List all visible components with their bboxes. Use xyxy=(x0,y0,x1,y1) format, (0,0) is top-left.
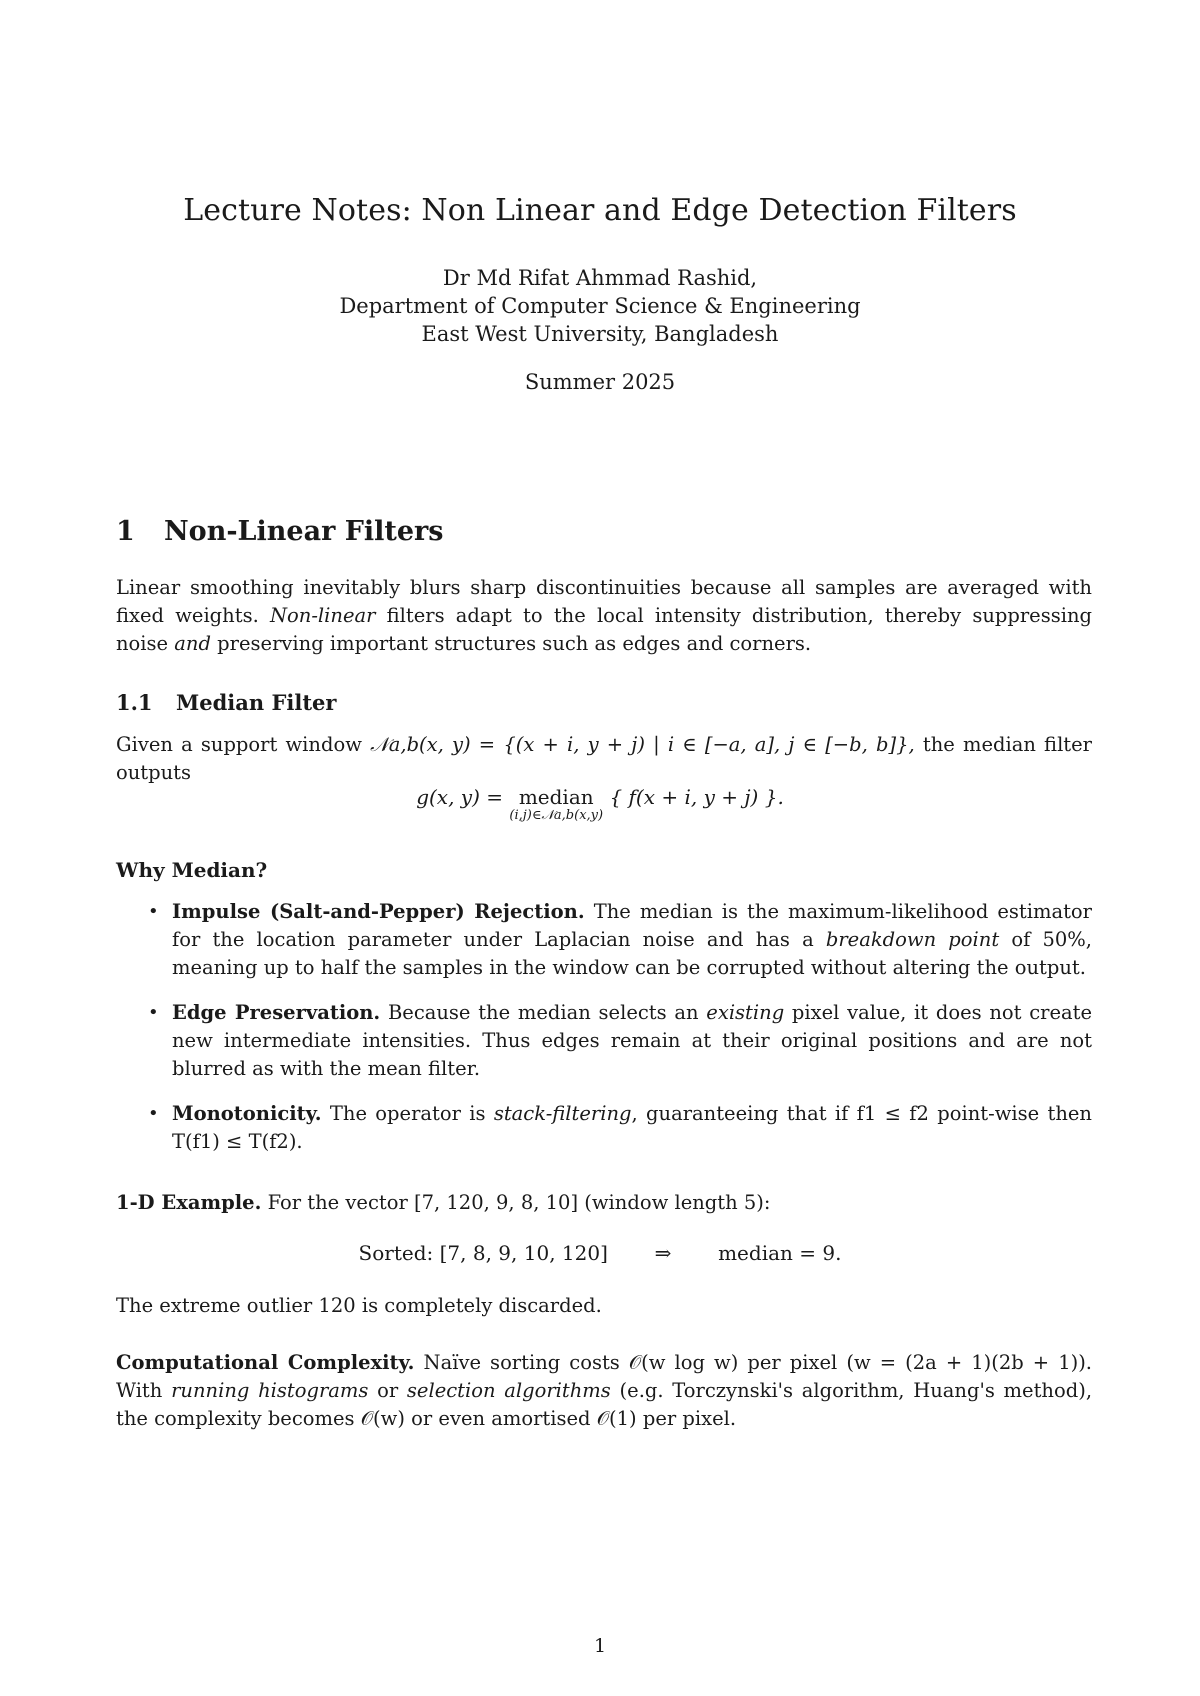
equation-lhs: g(x, y) = xyxy=(416,785,504,809)
equation-subscript: (i,j)∈𝒩a,b(x,y) xyxy=(509,808,604,823)
support-window-definition xyxy=(116,731,1092,787)
subsection-number: 1.1 xyxy=(116,690,153,715)
subsection-heading xyxy=(116,690,336,715)
date: Summer 2025 xyxy=(524,370,676,394)
complexity-text-3: (e.g. Torczynski's algorithm, Huang's method), the complexity becomes 𝒪(w) or even amortised 𝒪(1) per pixel. xyxy=(116,1379,1093,1430)
intro-em-2: and xyxy=(174,632,211,655)
item-label: Monotonicity. xyxy=(172,1102,322,1125)
author-university: East West University, Bangladesh xyxy=(421,322,779,346)
median-equation xyxy=(0,785,1200,823)
bullet-icon: • xyxy=(148,1002,159,1023)
sorted-equation xyxy=(0,1241,1200,1265)
item-text: , guaranteeing that if f1 ≤ f2 point-wise then T(f1) ≤ T(f2). xyxy=(172,1102,1092,1153)
given-math: 𝒩a,b(x, y) = {(x + i, y + j) | i ∈ [−a, a], j ∈ [−b, b]}, xyxy=(370,733,915,756)
item-label: Edge Preservation. xyxy=(172,1001,381,1024)
intro-em-1: Non-linear xyxy=(269,604,376,627)
example-paragraph xyxy=(116,1189,1092,1217)
section-title: Non-Linear Filters xyxy=(164,516,444,547)
given-lead: Given a support window xyxy=(116,733,362,756)
author-name: Dr Md Rifat Ahmmad Rashid, xyxy=(442,266,758,290)
list-item xyxy=(116,1100,1092,1156)
bullet-icon: • xyxy=(148,1103,159,1124)
item-text: The median is the maximum-likelihood estimator for the location parameter under Laplacian noise and has a xyxy=(172,900,1092,951)
author-department: Department of Computer Science & Engineering xyxy=(339,294,861,318)
item-text: of 50%, meaning up to half the samples in the window can be corrupted without altering the output. xyxy=(172,928,1092,979)
item-emphasis: existing xyxy=(706,1001,785,1024)
intro-text-1: Linear smoothing inevitably blurs sharp discontinuities because all samples are averaged with fixed weights. xyxy=(116,576,1092,627)
intro-text-3: preserving important structures such as edges and corners. xyxy=(217,632,812,655)
list-item xyxy=(116,898,1092,982)
median-operator xyxy=(509,785,603,823)
author-block xyxy=(0,264,1200,348)
equation-rhs: { f(x + i, y + j) }. xyxy=(609,785,784,809)
example-note: The extreme outlier 120 is completely discarded. xyxy=(116,1294,602,1317)
section-heading xyxy=(116,516,443,547)
section-number: 1 xyxy=(116,516,135,547)
section-intro xyxy=(116,574,1092,658)
complexity-text-2: or xyxy=(377,1379,399,1402)
subsection-title: Median Filter xyxy=(176,690,337,715)
sorted-label: Sorted: [7, 8, 9, 10, 120] xyxy=(358,1241,608,1265)
item-text: pixel value, it does not create new intermediate intensities. Thus edges remain at their original positions and are not blurred as with the mean filter. xyxy=(172,1001,1092,1080)
page-title: Lecture Notes: Non Linear and Edge Detection Filters xyxy=(183,193,1017,228)
example-text: For the vector [7, 120, 9, 8, 10] (window length 5): xyxy=(267,1191,771,1214)
bullet-icon: • xyxy=(148,901,159,922)
complexity-em-2: selection algorithms xyxy=(406,1379,611,1402)
given-tail: the median filter outputs xyxy=(116,733,1093,784)
item-text: Because the median selects an xyxy=(387,1001,699,1024)
implies-arrow: ⇒ xyxy=(654,1241,672,1265)
why-median-list xyxy=(116,898,1092,1173)
equation-op: median xyxy=(518,785,594,809)
sorted-result: median = 9. xyxy=(718,1241,842,1265)
example-heading: 1-D Example. xyxy=(116,1191,262,1214)
item-emphasis: breakdown point xyxy=(825,928,1000,951)
complexity-heading: Computational Complexity. xyxy=(116,1351,415,1374)
page-number: 1 xyxy=(593,1635,607,1657)
complexity-text-1: Naïve sorting costs 𝒪(w log w) per pixel (w = (2a + 1)(2b + 1)). With xyxy=(116,1351,1093,1402)
complexity-em-1: running histograms xyxy=(171,1379,369,1402)
why-median-heading: Why Median? xyxy=(116,858,268,882)
item-emphasis: stack-filtering xyxy=(493,1102,632,1125)
item-text: The operator is xyxy=(329,1102,486,1125)
intro-text-2: filters adapt to the local intensity distribution, thereby suppressing noise xyxy=(116,604,1093,655)
item-label: Impulse (Salt-and-Pepper) Rejection. xyxy=(172,900,585,923)
complexity-paragraph xyxy=(116,1349,1092,1433)
list-item xyxy=(116,999,1092,1083)
